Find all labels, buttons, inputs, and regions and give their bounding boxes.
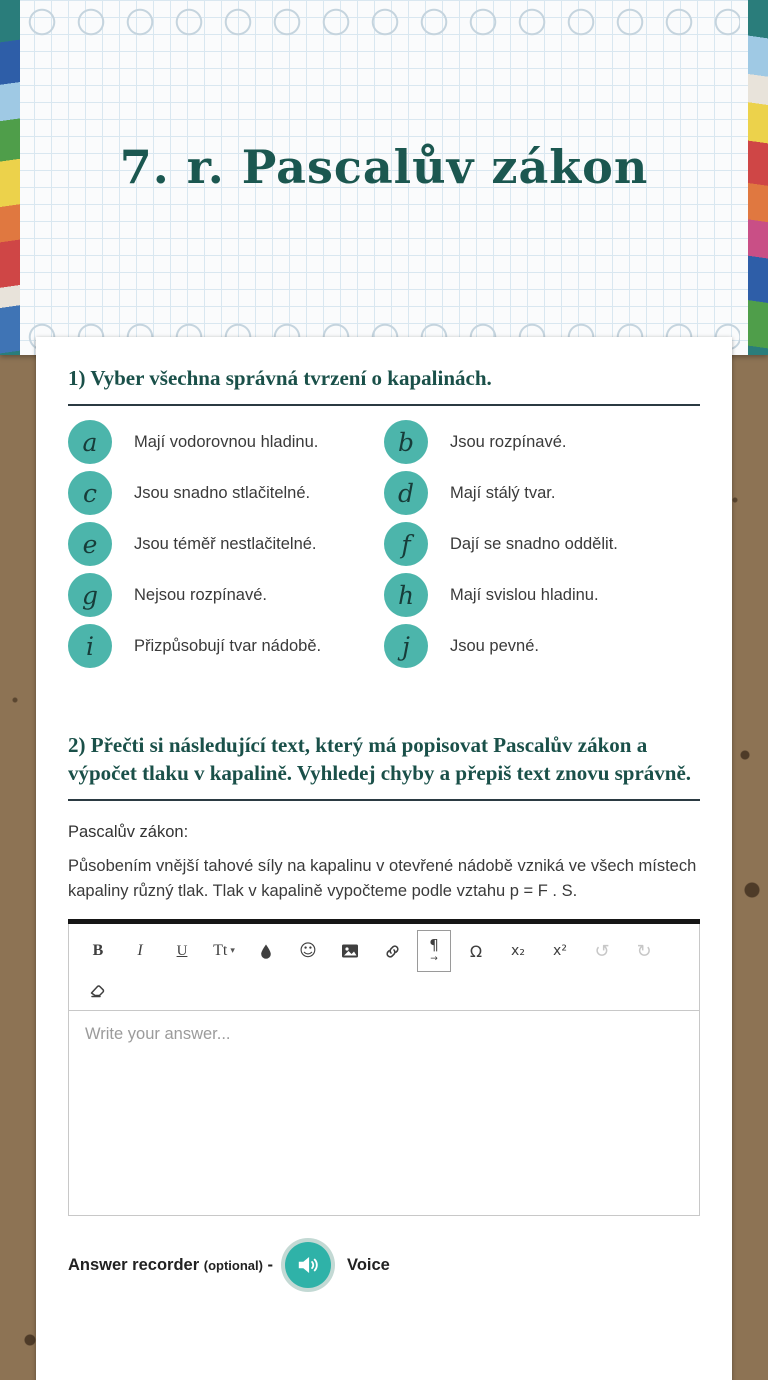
question-2-heading: 2) Přečti si následující text, který má popisovat Pascalův zákon a výpočet tlaku v kapalině. Vyhledej chyby a přepiš text znovu správně.: [68, 732, 700, 801]
option-i-label: Přizpůsobují tvar nádobě.: [134, 636, 322, 655]
option-d[interactable]: [384, 471, 700, 515]
option-c[interactable]: [68, 471, 384, 515]
bold-button[interactable]: B: [81, 935, 115, 967]
option-a-badge[interactable]: [68, 420, 112, 464]
option-c-badge[interactable]: [68, 471, 112, 515]
pascal-law-text: Působením vnější tahové síly na kapalinu v otevřené nádobě vzniká ve všech místech kapaliny různý tlak. Tlak v kapalině vypočteme podle vztahu p = F . S.: [68, 856, 697, 900]
option-f-label: Dají se snadno oddělit.: [450, 534, 618, 553]
answer-recorder-title: Answer recorder: [68, 1255, 200, 1274]
voice-label: Voice: [347, 1255, 390, 1274]
option-d-label: Mají stálý tvar.: [450, 483, 556, 502]
option-a-label: Mají vodorovnou hladinu.: [134, 432, 319, 451]
answer-textarea[interactable]: [68, 1011, 700, 1216]
voice-record-button[interactable]: [285, 1242, 331, 1288]
option-h-letter: h: [397, 580, 415, 610]
option-f[interactable]: [384, 522, 700, 566]
font-size-icon: Tt: [213, 942, 228, 960]
subscript-button[interactable]: x₂: [501, 935, 535, 967]
option-b-badge[interactable]: [384, 420, 428, 464]
answer-recorder: [68, 1242, 700, 1288]
worksheet-title: 7. r. Pascalův zákon: [119, 140, 649, 194]
toolbar-row-1: [81, 930, 687, 972]
option-e-letter: e: [82, 529, 98, 559]
smiley-icon: ☺: [299, 941, 317, 962]
italic-button[interactable]: I: [123, 935, 157, 967]
option-a[interactable]: [68, 420, 384, 464]
redo-button[interactable]: ↻: [627, 935, 661, 967]
option-c-letter: c: [82, 478, 97, 508]
option-i-letter: i: [86, 631, 94, 661]
toolbar-row-2: [81, 974, 687, 1006]
chevron-down-icon: ▾: [230, 946, 235, 957]
option-e[interactable]: [68, 522, 384, 566]
option-i-badge[interactable]: [68, 624, 112, 668]
text-color-button[interactable]: [249, 935, 283, 967]
option-f-badge[interactable]: [384, 522, 428, 566]
option-j[interactable]: [384, 624, 700, 668]
emoji-button[interactable]: [291, 935, 325, 967]
clear-formatting-button[interactable]: [81, 974, 115, 1006]
paragraph-direction-button[interactable]: [417, 930, 451, 972]
option-a-letter: a: [82, 427, 98, 457]
question-1: [68, 365, 700, 668]
option-g[interactable]: [68, 573, 384, 617]
answer-recorder-optional: (optional): [203, 1257, 263, 1273]
insert-image-button[interactable]: [333, 935, 367, 967]
answer-recorder-label: [68, 1256, 273, 1275]
link-icon: [384, 943, 401, 960]
eraser-icon: [89, 982, 107, 998]
droplet-icon: [258, 943, 274, 959]
option-e-badge[interactable]: [68, 522, 112, 566]
option-d-letter: d: [397, 478, 414, 508]
special-character-button[interactable]: Ω: [459, 935, 493, 967]
question-1-heading: 1) Vyber všechna správná tvrzení o kapalinách.: [68, 365, 700, 406]
option-g-label: Nejsou rozpínavé.: [134, 585, 267, 604]
option-d-badge[interactable]: [384, 471, 428, 515]
worksheet-card: [36, 337, 732, 1380]
answer-recorder-dash: -: [267, 1255, 274, 1274]
decor-rainbow-stripe-left: [0, 0, 20, 355]
image-icon: [341, 943, 359, 959]
option-h-label: Mají svislou hladinu.: [450, 585, 599, 604]
worksheet-header: [0, 0, 768, 355]
underline-button[interactable]: U: [165, 935, 199, 967]
question-1-options: [68, 420, 700, 668]
option-b-label: Jsou rozpínavé.: [450, 432, 567, 451]
option-f-letter: f: [401, 529, 411, 559]
superscript-button[interactable]: x²: [543, 935, 577, 967]
insert-link-button[interactable]: [375, 935, 409, 967]
font-size-button[interactable]: [207, 935, 241, 967]
ltr-arrow-icon: →: [430, 954, 438, 965]
option-j-badge[interactable]: [384, 624, 428, 668]
pascal-law-label: Pascalův zákon:: [68, 822, 189, 841]
option-g-letter: g: [81, 580, 98, 610]
option-b[interactable]: [384, 420, 700, 464]
option-c-label: Jsou snadno stlačitelné.: [134, 483, 311, 502]
pilcrow-icon: ¶: [429, 936, 439, 955]
answer-editor: [68, 919, 700, 1216]
answer-placeholder: Write your answer...: [85, 1025, 231, 1044]
option-e-label: Jsou téměř nestlačitelné.: [134, 534, 317, 553]
option-b-letter: b: [397, 427, 414, 457]
option-j-label: Jsou pevné.: [450, 636, 539, 655]
question-2: [68, 732, 700, 1288]
decor-rainbow-stripe-right: [748, 0, 768, 355]
option-h-badge[interactable]: [384, 573, 428, 617]
option-g-badge[interactable]: [68, 573, 112, 617]
undo-button[interactable]: ↺: [585, 935, 619, 967]
speaker-icon: [295, 1252, 321, 1278]
option-j-letter: j: [402, 631, 410, 661]
option-i[interactable]: [68, 624, 384, 668]
option-h[interactable]: [384, 573, 700, 617]
editor-toolbar: [68, 924, 700, 1011]
